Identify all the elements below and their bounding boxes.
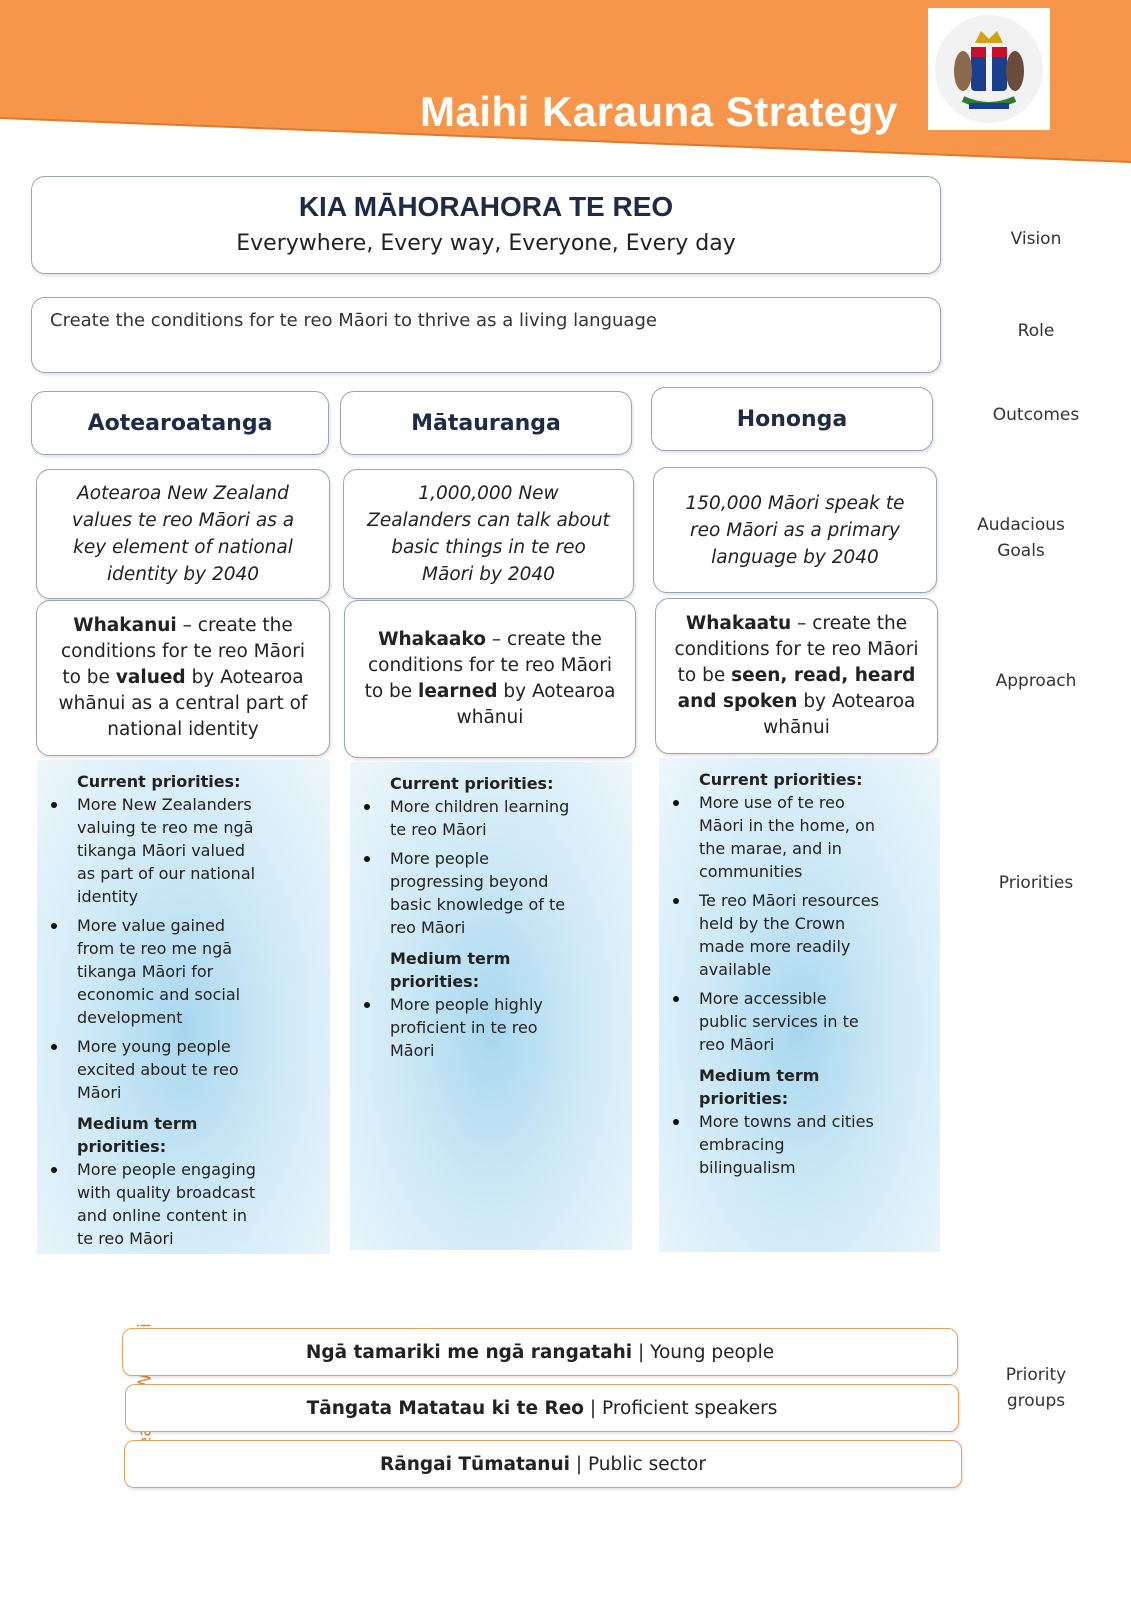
medium-priorities-list <box>673 1110 926 1179</box>
label-priorities: Priorities <box>998 873 1074 893</box>
approach-whakaako <box>344 600 636 758</box>
current-priorities-list <box>51 793 316 1104</box>
group-proficient-speakers: Tāngata Matatau ki te Reo | Proficient speakers <box>125 1384 959 1432</box>
nz-coat-of-arms-icon <box>928 8 1050 130</box>
approach-text: Whakanui – create the conditions for te reo Māori to be valued by Aotearoa whānui as a central part of national identity <box>58 615 308 740</box>
role-text: Create the conditions for te reo Māori to thrive as a living language <box>50 310 657 331</box>
label-approach: Approach <box>995 671 1077 691</box>
role-box <box>31 297 941 373</box>
approach-text: Whakaatu – create the conditions for te reo Māori to be seen, read, heard and spoken by Aotearoa whānui <box>674 613 919 738</box>
label-audacious-goals: Audacious Goals <box>977 515 1065 561</box>
label-outcomes: Outcomes <box>992 405 1080 425</box>
priorities-column-1 <box>37 760 330 1254</box>
medium-priorities-list <box>51 1158 316 1250</box>
outcome-aotearoatanga: Aotearoatanga <box>31 391 329 455</box>
vision-box <box>31 176 941 274</box>
current-priorities-heading: Current priorities: <box>77 772 241 791</box>
goal-1: Aotearoa New Zealand values te reo Māori as a key element of national identity by 2040 <box>36 469 330 599</box>
medium-priorities-heading: Medium term priorities: <box>390 949 511 991</box>
priorities-column-3 <box>659 758 940 1252</box>
medium-priorities-list <box>364 993 618 1062</box>
medium-priorities-heading: Medium term priorities: <box>699 1066 820 1108</box>
group-public-sector: Rāngai Tūmatanui | Public sector <box>124 1440 962 1488</box>
label-vision: Vision <box>1010 229 1062 249</box>
medium-priorities-heading: Medium term priorities: <box>77 1114 198 1156</box>
priorities-column-2 <box>350 762 632 1250</box>
approach-whakanui <box>36 600 330 756</box>
approach-text: Whakaako – create the conditions for te reo Māori to be learned by Aotearoa whānui <box>364 629 616 728</box>
current-priorities-heading: Current priorities: <box>390 774 554 793</box>
list-item: More people engaging with quality broadcast and online content in te reo Māori <box>51 1158 257 1250</box>
current-priorities-list <box>364 795 618 939</box>
document-title: Maihi Karauna Strategy <box>420 88 898 135</box>
list-item: More people progressing beyond basic knowledge of te reo Māori <box>364 847 570 939</box>
list-item: More value gained from te reo me ngā tikanga Māori for economic and social development <box>51 914 257 1029</box>
label-priority-groups: Priority groups <box>1005 1365 1067 1411</box>
list-item: More young people excited about te reo Māori <box>51 1035 257 1104</box>
list-item: Te reo Māori resources held by the Crown made more readily available <box>673 889 879 981</box>
vision-heading: KIA MĀHORAHORA TE REO <box>298 191 674 222</box>
list-item: More children learning te reo Māori <box>364 795 570 841</box>
current-priorities-list <box>673 791 926 1056</box>
list-item: More towns and cities embracing bilingualism <box>673 1110 879 1179</box>
group-young-people: Ngā tamariki me ngā rangatahi | Young people <box>122 1328 958 1376</box>
label-role: Role <box>1017 321 1055 341</box>
goal-3: 150,000 Māori speak te reo Māori as a primary language by 2040 <box>653 467 937 593</box>
outcome-matauranga: Mātauranga <box>340 391 632 455</box>
list-item: More use of te reo Māori in the home, on the marae, and in communities <box>673 791 879 883</box>
approach-whakaatu <box>655 598 938 754</box>
goal-2: 1,000,000 New Zealanders can talk about basic things in te reo Māori by 2040 <box>343 469 634 599</box>
current-priorities-heading: Current priorities: <box>699 770 863 789</box>
list-item: More people highly proficient in te reo Māori <box>364 993 570 1062</box>
vision-subheading: Everywhere, Every way, Everyone, Every day <box>236 231 736 256</box>
outcome-hononga: Hononga <box>651 387 933 451</box>
list-item: More accessible public services in te reo Māori <box>673 987 879 1056</box>
list-item: More New Zealanders valuing te reo me ngā tikanga Māori valued as part of our national identity <box>51 793 257 908</box>
